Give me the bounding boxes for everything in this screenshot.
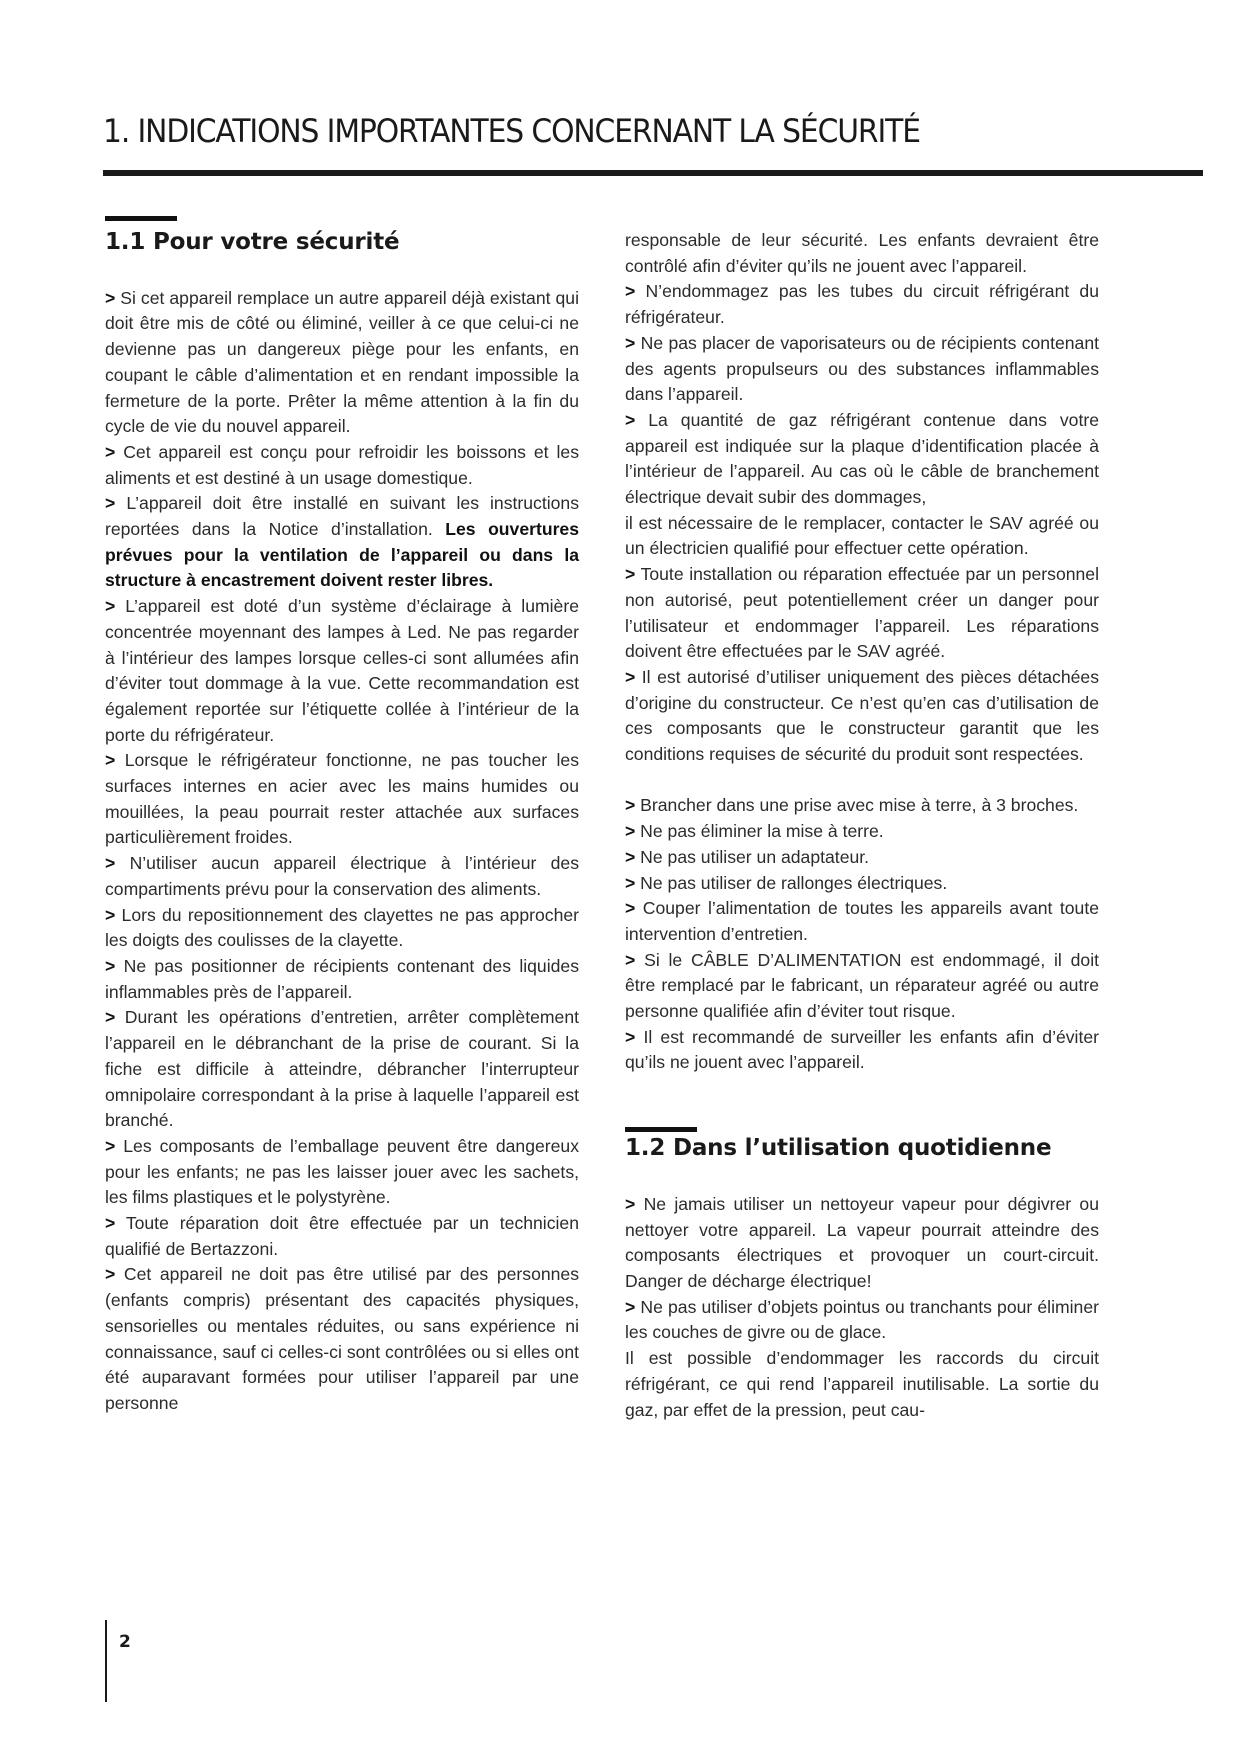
list-item: > Lorsque le réfrigérateur fonctionne, ne pas toucher les surfaces internes en acier avec les mains humides ou mouillées, la peau pourrait rester attachée aux surfaces particulièrement froides. [105,750,579,848]
bullet-icon: > [625,564,636,585]
list-item: > Couper l’alimentation de toutes les appareils avant toute intervention d’entretien. [625,898,1099,944]
bullet-icon: > [105,750,116,771]
spacer [625,1076,1099,1127]
bullet-icon: > [625,1296,636,1317]
list-item: > Ne pas utiliser d’objets pointus ou tranchants pour éliminer les couches de givre ou de glace. [625,1296,1099,1343]
page-number: 2 [119,1632,131,1652]
bullet-icon: > [625,898,636,919]
bullet-icon: > [625,1193,636,1214]
list-item: > Ne pas positionner de récipients contenant des liquides inflammables près de l’appareil. [105,955,579,1002]
left-column [105,216,579,1417]
list-item: > Si cet appareil remplace un autre appareil déjà existant qui doit être mis de côté ou éliminé, veiller à ce que celui-ci ne devienne pas un dangereux piège pour les enfants, en coupant le câble d’alimentation et en rendant impossible la fermeture de la porte. Prêter la même attention à la fin du cycle de vie du nouvel appareil. [105,287,579,437]
list-item: > Lors du repositionnement des clayettes ne pas approcher les doigts des coulisses de la clayette. [105,904,579,951]
bullet-icon: > [625,821,636,842]
list-item: > Ne pas placer de vaporisateurs ou de récipients contenant des agents propulseurs ou des substances inflammables dans l’appareil. [625,332,1099,405]
bullet-icon: > [625,795,636,816]
page-number-rule [105,1620,107,1702]
list-item: > L’appareil est doté d’un système d’éclairage à lumière concentrée moyennant des lampes à Led. Ne pas regarder à l’intérieur des lampes lorsque celles-ci sont allumées afin d’éviter tout dommage à la vue. Cette recommandation est également reportée sur l’étiquette collée à l’intérieur de la porte du réfrigérateur. [105,596,579,745]
bullet-icon: > [105,287,116,308]
list-item: > Ne pas utiliser de rallonges électriques. [625,872,948,893]
bullet-icon: > [625,846,636,867]
list-item: > Toute installation ou réparation effectuée par un personnel non autorisé, peut potentiellement créer un danger pour l’utilisateur et endommager l’appareil. Les réparations doivent être effectuées par le SAV agréé. [625,564,1099,662]
bullet-icon: > [625,409,636,430]
bullet-icon: > [105,596,116,617]
title-rule [103,170,1203,176]
bullet-icon: > [625,949,636,970]
bullet-icon: > [105,1213,116,1234]
list-item: > La quantité de gaz réfrigérant contenue dans votre appareil est indiquée sur la plaque d’identification placée à l’intérieur de l’appareil. Au cas où le câble de branchement électrique devait subir des dommages, [625,409,1099,508]
list-item: > Il est autorisé d’utiliser uniquement des pièces détachées d’origine du constructeur. Ce n’est qu’en cas d’utilisation de ces composants que le constructeur garantit que les conditions requises de sécurité du produit sont respectées. [625,666,1099,765]
bullet-icon: > [105,1264,116,1285]
bullet-icon: > [625,872,636,893]
bullet-icon: > [105,1007,116,1028]
bullet-icon: > [105,904,116,925]
bullet-icon: > [105,1135,116,1156]
body-text: Il est possible d’endommager les raccords du circuit réfrigérant, ce qui rend l’appareil inutilisable. La sortie du gaz, par effet de la pression, peut cau- [625,1348,1099,1420]
list-item: > N’utiliser aucun appareil électrique à l’intérieur des compartiments prévu pour la conservation des aliments. [105,853,580,899]
continuation-text: responsable de leur sécurité. Les enfants devraient être contrôlé afin d’éviter qu’ils ne jouent avec l’appareil. [625,230,1099,276]
list-item: > Ne pas utiliser un adaptateur. [625,846,870,867]
bullet-icon: > [105,441,116,462]
list-item: > Brancher dans une prise avec mise à terre, à 3 broches. [625,795,1079,816]
list-item: > Toute réparation doit être effectuée par un technicien qualifié de Bertazzoni. [105,1213,579,1259]
list-item: > N’endommagez pas les tubes du circuit réfrigérant du réfrigérateur. [625,281,1099,328]
bullet-icon: > [625,281,636,302]
section-2-bar [625,1127,697,1132]
list-item: > Ne pas éliminer la mise à terre. [625,821,884,842]
right-column [625,228,1099,1423]
list-item: > Ne jamais utiliser un nettoyeur vapeur pour dégivrer ou nettoyer votre appareil. La vapeur pourrait atteindre des composants électriques et provoquer un court-circuit. Danger de décharge électrique! [625,1193,1100,1291]
list-item: > Cet appareil ne doit pas être utilisé par des personnes (enfants compris) présentant des capacités physiques, sensorielles ou mentales réduites, ou sans expérience ni connaissance, sauf ci celles-ci sont contrôlées ou si elles ont été auparavant formées pour utiliser l’appareil par une personne [105,1264,580,1413]
list-item-text: il est nécessaire de le remplacer, contacter le SAV agréé ou un électricien qualifié pour effectuer cette opération. [625,512,1099,559]
list-item: > Durant les opérations d’entretien, arrêter complètement l’appareil en le débranchant de la prise de courant. Si la fiche est difficile à atteindre, débrancher l’interrupteur omnipolaire correspondant à la prise à laquelle l’appareil est branché. [105,1007,579,1131]
section-2-heading: 1.2 Dans l’utilisation quotidienne [625,1135,1052,1162]
spacer [625,768,1099,794]
bullet-icon: > [105,853,116,874]
bullet-icon: > [625,332,636,353]
ventilation-warning: Les ouvertures prévues pour la ventilation de l’appareil ou dans la structure à encastrement doivent rester libres. [105,519,579,591]
list-item: > Cet appareil est conçu pour refroidir les boissons et les aliments et est destiné à un usage domestique. [105,441,579,488]
section-1-bar [105,216,177,221]
bullet-icon: > [105,493,116,514]
list-item: > Il est recommandé de surveiller les enfants afin d’éviter qu’ils ne jouent avec l’appareil. [625,1026,1099,1073]
page-title: 1. INDICATIONS IMPORTANTES CONCERNANT LA SÉCURITÉ [103,112,920,150]
list-item: > Les composants de l’emballage peuvent être dangereux pour les enfants; ne pas les laisser jouer avec les sachets, les films plastiques et le polystyrène. [105,1135,579,1208]
bullet-icon: > [625,666,636,687]
bullet-icon: > [105,955,116,976]
section-1-heading: 1.1 Pour votre sécurité [105,229,400,255]
bullet-icon: > [625,1026,636,1047]
list-item: > Si le CÂBLE D’ALIMENTATION est endommagé, il doit être remplacé par le fabricant, un réparateur agréé ou autre personne qualifiée afin d’éviter tout risque. [625,949,1099,1022]
list-item: > L’appareil doit être installé en suivant les instructions reportées dans la Notice d’installation. Les ouvertures prévues pour la ventilation de l’appareil ou dans la structure à encastrement doivent rester libres. [105,493,580,591]
